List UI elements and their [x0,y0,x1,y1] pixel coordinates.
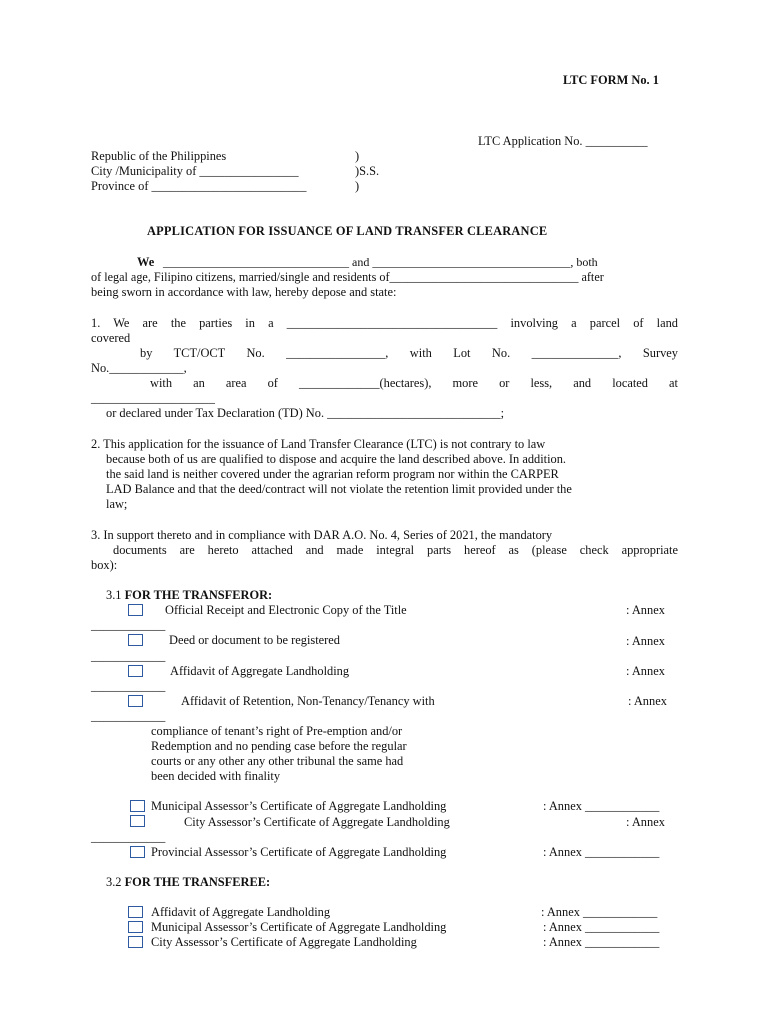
annex-label: : Annex [626,603,665,617]
checkbox-transferee-municipal[interactable] [128,921,143,933]
annex-inline: : Annex ____________ [543,845,660,859]
checkbox-deed[interactable] [128,634,143,646]
retention-cont-2: Redemption and no pending case before the regular [151,739,407,753]
para1-line7: or declared under Tax Declaration (TD) No. ____________________________; [106,406,505,420]
item-affidavit-retention: Affidavit of Retention, Non-Tenancy/Tenancy with [181,694,435,708]
intro-sworn-line: being sworn in accordance with law, hereby depose and state: [91,285,397,299]
venue-republic: Republic of the Philippines [91,149,227,163]
intro-we: We [137,255,155,269]
transferee-number: 3.2 [106,875,122,889]
venue-city-municipality: City /Municipality of ________________ [91,164,299,178]
venue-ss: )S.S. [355,164,380,178]
transferee-heading [106,875,270,890]
venue-paren-1: ) [355,149,360,163]
item-deed: Deed or document to be registered [169,633,340,647]
checkbox-provincial-assessor[interactable] [130,846,145,858]
annex-blank: ____________ [91,679,166,693]
annex-label: : Annex [626,664,665,678]
para3-line2: documents are hereto attached and made integral parts hereof as (please check appropriate [113,543,678,557]
para2-line2: because both of us are qualified to dispose and acquire the land described above. In addition. [106,452,567,466]
document-title: APPLICATION FOR ISSUANCE OF LAND TRANSFER CLEARANCE [147,224,548,238]
intro-parties-text: _______________________________ and _________________________________, both [163,255,598,269]
transferor-heading-text: FOR THE TRANSFEROR: [124,588,273,602]
para2-line5: law; [106,497,128,511]
checkbox-affidavit-retention[interactable] [128,695,143,707]
retention-cont-3: courts or any other any other tribunal the same had [151,754,404,768]
annex-inline: : Annex ____________ [543,799,660,813]
para2-line1: 2. This application for the issuance of Land Transfer Clearance (LTC) is not contrary to law [91,437,546,451]
checkbox-transferee-affidavit[interactable] [128,906,143,918]
transferee-item-city: City Assessor’s Certificate of Aggregate Landholding [151,935,417,949]
checkbox-municipal-assessor[interactable] [130,800,145,812]
annex-inline: : Annex ____________ [541,905,658,919]
transferee-item-municipal: Municipal Assessor’s Certificate of Aggregate Landholding [151,920,447,934]
intro-parties-line [163,255,678,270]
transferee-heading-text: FOR THE TRANSFEREE: [124,875,271,889]
para3-line3: box): [91,558,118,572]
checkbox-city-assessor[interactable] [130,815,145,827]
item-affidavit-aggregate: Affidavit of Aggregate Landholding [170,664,350,678]
transferor-heading [106,588,272,603]
annex-blank: ____________ [91,709,166,723]
transferee-item-affidavit: Affidavit of Aggregate Landholding [151,905,331,919]
venue-paren-3: ) [355,179,360,193]
para1-line6: ____________________ [91,391,215,405]
annex-label: : Annex [628,694,667,708]
para2-line4: LAD Balance and that the deed/contract will not violate the retention limit provided under the [106,482,572,496]
application-number: LTC Application No. __________ [478,134,648,148]
checkbox-transferee-city[interactable] [128,936,143,948]
annex-inline: : Annex ____________ [543,920,660,934]
annex-blank: ____________ [91,618,166,632]
item-provincial-assessor: Provincial Assessor’s Certificate of Aggregate Landholding [151,845,447,859]
annex-label: : Annex [626,815,665,829]
para1-line4: No.____________, [91,361,187,375]
transferor-number: 3.1 [106,588,122,602]
para2-line3: the said land is neither covered under the agrarian reform program nor within the CARPER [106,467,559,481]
retention-cont-4: been decided with finality [151,769,281,783]
item-municipal-assessor: Municipal Assessor’s Certificate of Aggregate Landholding [151,799,447,813]
annex-blank: ____________ [91,830,166,844]
para1-line1: 1. We are the parties in a __________________________________ involving a parcel of land [91,316,678,330]
para1-line5: with an area of _____________(hectares), more or less, and located at [150,376,678,390]
annex-label: : Annex [626,634,665,648]
retention-cont-1: compliance of tenant’s right of Pre-emption and/or [151,724,403,738]
para3-line1: 3. In support thereto and in compliance with DAR A.O. No. 4, Series of 2021, the mandatory [91,528,553,542]
checkbox-affidavit-aggregate[interactable] [128,665,143,677]
intro-residence-line: of legal age, Filipino citizens, married/single and residents of_______________________________ after [91,270,604,284]
para1-line3: by TCT/OCT No. ________________, with Lot No. ______________, Survey [140,346,678,360]
checkbox-official-receipt[interactable] [128,604,143,616]
item-city-assessor: City Assessor’s Certificate of Aggregate Landholding [184,815,450,829]
annex-inline: : Annex ____________ [543,935,660,949]
item-official-receipt: Official Receipt and Electronic Copy of the Title [165,603,407,617]
para1-line2: covered [91,331,131,345]
annex-blank: ____________ [91,649,166,663]
venue-province: Province of _________________________ [91,179,307,193]
form-number: LTC FORM No. 1 [563,73,659,87]
